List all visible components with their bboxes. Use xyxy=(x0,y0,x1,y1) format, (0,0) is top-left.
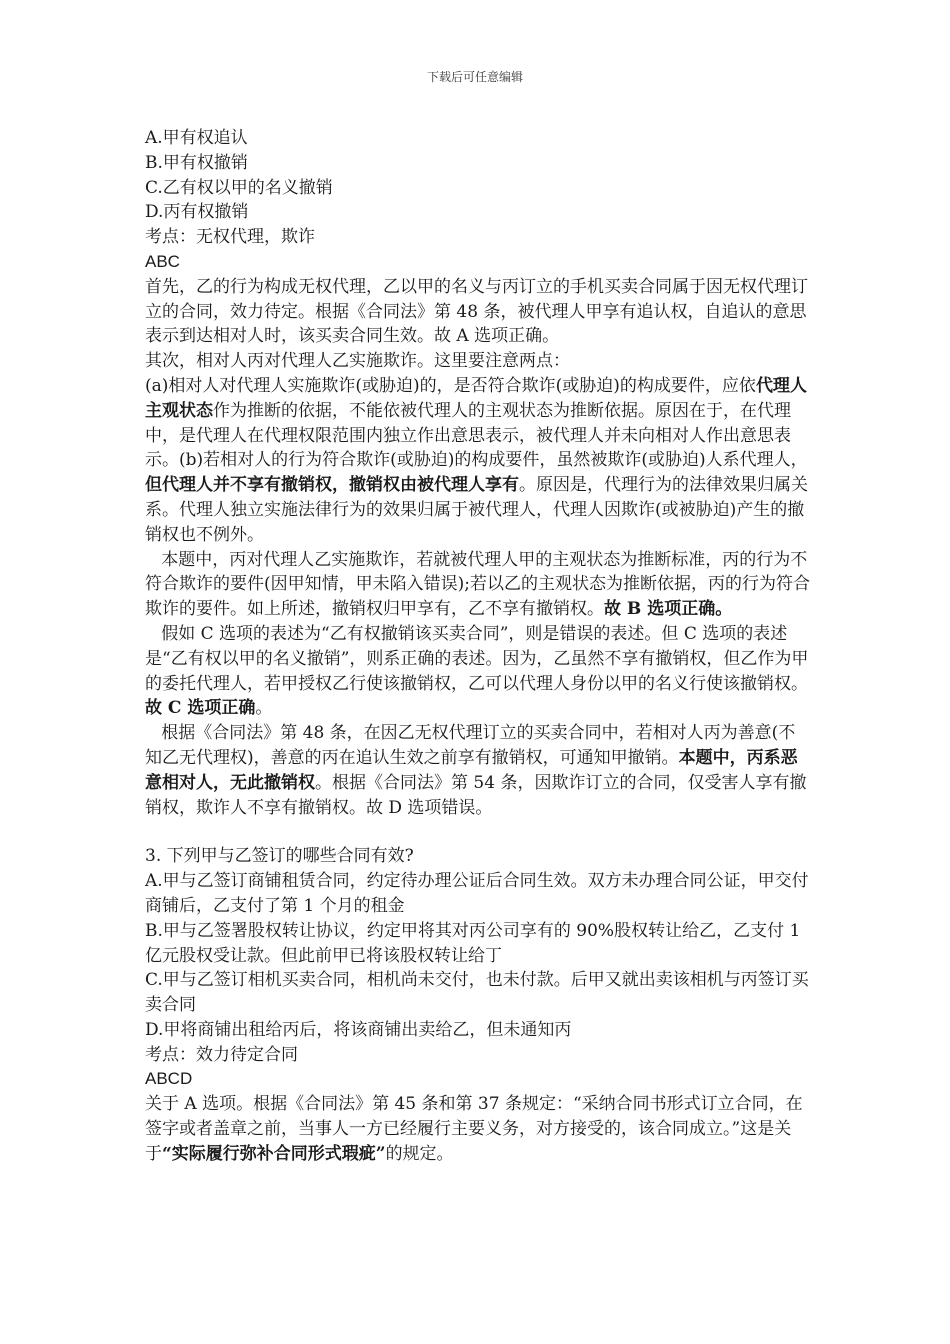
bold-text: 故 B 选项正确。 xyxy=(604,599,733,620)
exam-point: 考点：无权代理，欺诈 xyxy=(145,227,315,248)
text-run: 。原因是，代理行为的法律效果归属关系。代理人独立实施法律行为的效果归属于被代理人，代理人因欺诈(或被胁迫)产生的撤销权也不例外。 xyxy=(145,475,808,545)
option-c: C.乙有权以甲的名义撤销 xyxy=(145,177,333,198)
explanation-paragraph-2: 其次，相对人丙对代理人乙实施欺诈。这里要注意两点： xyxy=(145,351,570,372)
option-b: B.甲有权撤销 xyxy=(145,152,248,173)
q3-explanation-paragraph-1 xyxy=(145,1092,810,1166)
explanation-paragraph-4 xyxy=(145,548,810,622)
text-run: 关于 A 选项。根据《合同法》第 45 条和第 37 条规定：“采纳合同书形式订立合同，在签字或者盖章之前，当事人一方已经履行主要义务，对方接受的，该合同成立。”这是关于 xyxy=(145,1094,803,1164)
text-run: 。根据《合同法》第 54 条，因欺诈订立的合同，仅受害人享有撤销权，欺诈人不享有撤销权。故 D 选项错误。 xyxy=(145,772,807,818)
explanation-paragraph-1: 首先，乙的行为构成无权代理，乙以甲的名义与丙订立的手机买卖合同属于因无权代理订立的合同，效力待定。根据《合同法》第 48 条，被代理人甲享有追认权，自追认的意思表示到达相对人时，该买卖合同生效。故 A 选项正确。 xyxy=(145,276,808,347)
q3-exam-point: 考点：效力待定合同 xyxy=(145,1044,298,1065)
text-run: 的规定。 xyxy=(385,1143,454,1164)
bold-text: 故 C 选项正确 xyxy=(145,698,256,719)
explanation-paragraph-6 xyxy=(145,721,810,820)
text-run: (a)相对人对代理人实施欺诈(或胁迫)的，是否符合欺诈(或胁迫)的构成要件，应依 xyxy=(145,375,756,396)
q3-option-c: C.甲与乙签订相机买卖合同，相机尚未交付，也未付款。后甲又就出卖该相机与丙签订买卖合同 xyxy=(145,970,809,1016)
bold-text: 代理人主观状态 xyxy=(145,375,807,421)
q3-option-b: B.甲与乙签署股权转让协议，约定甲将其对丙公司享有的 90%股权转让给乙，乙支付 1 亿元股权受让款。但此前甲已将该股权转让给丁 xyxy=(145,920,801,966)
spacer xyxy=(145,820,810,844)
answer: ABC xyxy=(145,251,180,271)
text-run: 假如 C 选项的表述为“乙有权撤销该买卖合同”，则是错误的表述。但 C 选项的表述是“乙有权以甲的名义撤销”，则系正确的表述。因为，乙虽然不享有撤销权，但乙作为甲的委托代理人，若甲授权乙行使该撤销权，乙可以代理人身份以甲的名义行使该撤销权。 xyxy=(145,623,809,694)
q3-answer: ABCD xyxy=(145,1069,193,1089)
text-run: 根据《合同法》第 48 条，在因乙无权代理订立的买卖合同中，若相对人丙为善意(不知乙无代理权)，善意的丙在追认生效之前享有撤销权，可通知甲撤销。 xyxy=(145,723,796,768)
text-run: 本题中，丙对代理人乙实施欺诈，若就被代理人甲的主观状态为推断标准，丙的行为不符合欺诈的要件(因甲知情，甲未陷入错误);若以乙的主观状态为推断依据，丙的行为符合欺诈的要件。如上所述，撤销权归甲享有，乙不享有撤销权。 xyxy=(145,549,810,620)
explanation-paragraph-3 xyxy=(145,374,810,548)
page-header: 下载后可任意编辑 xyxy=(426,70,523,84)
option-d: D.丙有权撤销 xyxy=(145,202,249,223)
bold-text: 本题中，丙系恶意相对人，无此撤销权 xyxy=(145,747,798,793)
bold-text: “实际履行弥补合同形式瑕疵” xyxy=(162,1143,386,1164)
question-3: 3. 下列甲与乙签订的哪些合同有效? xyxy=(145,846,414,867)
option-a: A.甲有权追认 xyxy=(145,128,248,148)
document-body xyxy=(145,126,810,1167)
q3-option-a: A.甲与乙签订商铺租赁合同，约定待办理公证后合同生效。双方未办理合同公证，甲交付商铺后，乙支付了第 1 个月的租金 xyxy=(145,871,809,916)
explanation-paragraph-5 xyxy=(145,622,810,721)
text-run: 作为推断的依据，不能依被代理人的主观状态为推断依据。原因在于，在代理中，是代理人在代理权限范围内独立作出意思表示，被代理人并未向相对人作出意思表示。(b)若相对人的行为符合欺诈(或胁迫)的构成要件，虽然被欺诈(或胁迫)人系代理人， xyxy=(145,400,808,471)
text-run: 。 xyxy=(255,698,273,719)
q3-option-d: D.甲将商铺出租给丙后，将该商铺出卖给乙，但未通知丙 xyxy=(145,1019,572,1040)
bold-text: 但代理人并不享有撤销权，撤销权由被代理人享有 xyxy=(145,475,519,496)
